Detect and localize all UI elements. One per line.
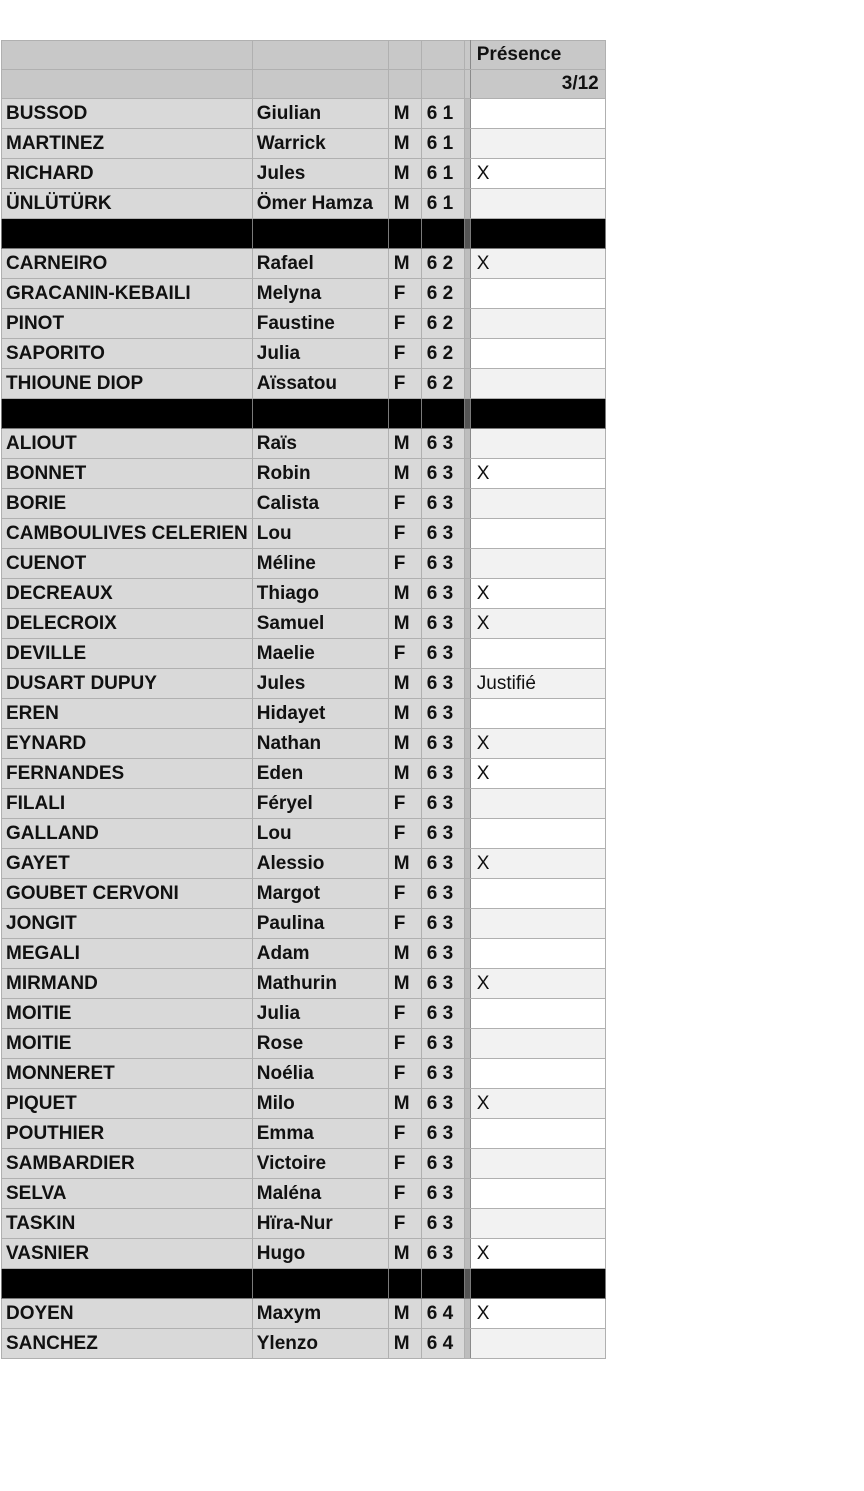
sex-cell[interactable]: F [388, 879, 421, 909]
attendance-table-body [2, 41, 606, 1359]
sex-cell[interactable]: F [388, 309, 421, 339]
last-name-cell[interactable]: MEGALI [2, 939, 253, 969]
class-group-cell[interactable]: 6 3 [421, 669, 464, 699]
class-group-cell[interactable]: 6 4 [421, 1329, 464, 1359]
last-name-cell[interactable]: SAMBARDIER [2, 1149, 253, 1179]
divider-cell [470, 219, 605, 249]
student-row [2, 1239, 606, 1269]
first-name-cell[interactable]: Noélia [252, 1059, 388, 1089]
presence-cell[interactable] [470, 1209, 605, 1239]
divider-cell [388, 219, 421, 249]
sex-cell[interactable]: M [388, 579, 421, 609]
first-name-cell[interactable]: Faustine [252, 309, 388, 339]
first-name-cell[interactable]: Ömer Hamza [252, 189, 388, 219]
divider-cell [2, 399, 253, 429]
sex-cell[interactable]: F [388, 1119, 421, 1149]
student-row [2, 609, 606, 639]
first-name-cell[interactable]: Thiago [252, 579, 388, 609]
first-name-cell[interactable]: Victoire [252, 1149, 388, 1179]
sex-cell[interactable]: M [388, 129, 421, 159]
last-name-cell[interactable]: MARTINEZ [2, 129, 253, 159]
student-row [2, 819, 606, 849]
class-group-cell[interactable]: 6 3 [421, 759, 464, 789]
presence-cell[interactable] [470, 279, 605, 309]
first-name-cell[interactable]: Samuel [252, 609, 388, 639]
class-group-cell[interactable]: 6 3 [421, 1239, 464, 1269]
first-name-cell[interactable]: Nathan [252, 729, 388, 759]
student-row [2, 549, 606, 579]
divider-cell [470, 399, 605, 429]
student-row [2, 189, 606, 219]
sex-cell[interactable]: M [388, 1089, 421, 1119]
class-group-cell[interactable]: 6 3 [421, 1059, 464, 1089]
class-group-cell[interactable]: 6 3 [421, 879, 464, 909]
presence-cell[interactable] [470, 339, 605, 369]
first-name-cell[interactable]: Julia [252, 339, 388, 369]
sex-cell[interactable]: F [388, 1059, 421, 1089]
sex-cell[interactable]: F [388, 1179, 421, 1209]
last-name-cell[interactable]: GRACANIN-KEBAILI [2, 279, 253, 309]
student-row [2, 879, 606, 909]
presence-cell[interactable]: X [470, 759, 605, 789]
divider-cell [388, 399, 421, 429]
first-name-cell[interactable]: Paulina [252, 909, 388, 939]
class-group-cell[interactable]: 6 3 [421, 1179, 464, 1209]
divider-cell [252, 1269, 388, 1299]
header-empty-cell[interactable] [252, 41, 388, 70]
student-row [2, 1209, 606, 1239]
student-row [2, 909, 606, 939]
class-group-cell[interactable]: 6 3 [421, 969, 464, 999]
last-name-cell[interactable]: MOITIE [2, 999, 253, 1029]
sex-cell[interactable]: M [388, 1239, 421, 1269]
sex-cell[interactable]: M [388, 939, 421, 969]
presence-cell[interactable]: X [470, 1299, 605, 1329]
sex-cell[interactable]: F [388, 639, 421, 669]
sex-cell[interactable]: M [388, 609, 421, 639]
last-name-cell[interactable]: FILALI [2, 789, 253, 819]
first-name-cell[interactable]: Aïssatou [252, 369, 388, 399]
presence-cell[interactable] [470, 99, 605, 129]
last-name-cell[interactable]: PIQUET [2, 1089, 253, 1119]
presence-column-title[interactable]: Présence [470, 41, 605, 70]
class-group-cell[interactable]: 6 4 [421, 1299, 464, 1329]
last-name-cell[interactable]: FERNANDES [2, 759, 253, 789]
student-row [2, 849, 606, 879]
last-name-cell[interactable]: MOITIE [2, 1029, 253, 1059]
sex-cell[interactable]: F [388, 549, 421, 579]
student-row [2, 729, 606, 759]
presence-cell[interactable] [470, 819, 605, 849]
first-name-cell[interactable]: Maelie [252, 639, 388, 669]
last-name-cell[interactable]: THIOUNE DIOP [2, 369, 253, 399]
student-row [2, 939, 606, 969]
first-name-cell[interactable]: Eden [252, 759, 388, 789]
last-name-cell[interactable]: JONGIT [2, 909, 253, 939]
sex-cell[interactable]: F [388, 489, 421, 519]
class-group-cell[interactable]: 6 3 [421, 699, 464, 729]
sex-cell[interactable]: F [388, 339, 421, 369]
sex-cell[interactable]: F [388, 999, 421, 1029]
student-row [2, 1059, 606, 1089]
class-group-cell[interactable]: 6 3 [421, 909, 464, 939]
presence-cell[interactable] [470, 639, 605, 669]
presence-cell[interactable] [470, 549, 605, 579]
presence-cell[interactable]: X [470, 159, 605, 189]
student-row [2, 339, 606, 369]
sex-cell[interactable]: M [388, 729, 421, 759]
last-name-cell[interactable]: BONNET [2, 459, 253, 489]
student-row [2, 699, 606, 729]
first-name-cell[interactable]: Milo [252, 1089, 388, 1119]
header-row-date [2, 70, 606, 99]
class-group-cell[interactable]: 6 3 [421, 729, 464, 759]
divider-cell [2, 1269, 253, 1299]
header-empty-cell[interactable] [388, 70, 421, 99]
class-group-cell[interactable]: 6 3 [421, 609, 464, 639]
presence-cell[interactable] [470, 999, 605, 1029]
presence-cell[interactable]: Justifié [470, 669, 605, 699]
sex-cell[interactable]: M [388, 249, 421, 279]
presence-cell[interactable]: X [470, 609, 605, 639]
last-name-cell[interactable]: RICHARD [2, 159, 253, 189]
first-name-cell[interactable]: Hugo [252, 1239, 388, 1269]
sex-cell[interactable]: M [388, 1299, 421, 1329]
student-row [2, 279, 606, 309]
class-group-cell[interactable]: 6 3 [421, 459, 464, 489]
presence-cell[interactable]: X [470, 579, 605, 609]
student-row [2, 459, 606, 489]
group-divider-row [2, 399, 606, 429]
last-name-cell[interactable]: BUSSOD [2, 99, 253, 129]
class-group-cell[interactable]: 6 3 [421, 999, 464, 1029]
class-group-cell[interactable]: 6 2 [421, 279, 464, 309]
header-empty-cell[interactable] [2, 70, 253, 99]
student-row [2, 579, 606, 609]
first-name-cell[interactable]: Calista [252, 489, 388, 519]
student-row [2, 759, 606, 789]
first-name-cell[interactable]: Giulian [252, 99, 388, 129]
student-row [2, 429, 606, 459]
student-row [2, 1299, 606, 1329]
first-name-cell[interactable]: Lou [252, 819, 388, 849]
sex-cell[interactable]: F [388, 909, 421, 939]
last-name-cell[interactable]: POUTHIER [2, 1119, 253, 1149]
sex-cell[interactable]: M [388, 1329, 421, 1359]
last-name-cell[interactable]: ÜNLÜTÜRK [2, 189, 253, 219]
group-divider-row [2, 1269, 606, 1299]
presence-cell[interactable]: X [470, 249, 605, 279]
header-empty-cell[interactable] [2, 41, 253, 70]
last-name-cell[interactable]: TASKIN [2, 1209, 253, 1239]
class-group-cell[interactable]: 6 1 [421, 159, 464, 189]
presence-cell[interactable] [470, 1179, 605, 1209]
last-name-cell[interactable]: DEVILLE [2, 639, 253, 669]
presence-date[interactable]: 3/12 [470, 70, 605, 99]
first-name-cell[interactable]: Jules [252, 669, 388, 699]
divider-cell [388, 1269, 421, 1299]
presence-cell[interactable] [470, 1329, 605, 1359]
last-name-cell[interactable]: EREN [2, 699, 253, 729]
presence-cell[interactable] [470, 489, 605, 519]
class-group-cell[interactable]: 6 3 [421, 429, 464, 459]
last-name-cell[interactable]: VASNIER [2, 1239, 253, 1269]
first-name-cell[interactable]: Raïs [252, 429, 388, 459]
last-name-cell[interactable]: MONNERET [2, 1059, 253, 1089]
student-row [2, 1149, 606, 1179]
last-name-cell[interactable]: GAYET [2, 849, 253, 879]
divider-cell [2, 219, 253, 249]
sex-cell[interactable]: F [388, 519, 421, 549]
student-row [2, 969, 606, 999]
first-name-cell[interactable]: Margot [252, 879, 388, 909]
sex-cell[interactable]: M [388, 189, 421, 219]
presence-cell[interactable] [470, 519, 605, 549]
last-name-cell[interactable]: DECREAUX [2, 579, 253, 609]
presence-cell[interactable] [470, 309, 605, 339]
student-row [2, 1329, 606, 1359]
class-group-cell[interactable]: 6 3 [421, 549, 464, 579]
presence-cell[interactable] [470, 939, 605, 969]
student-row [2, 1029, 606, 1059]
student-row [2, 159, 606, 189]
last-name-cell[interactable]: CUENOT [2, 549, 253, 579]
student-row [2, 369, 606, 399]
sex-cell[interactable]: M [388, 849, 421, 879]
last-name-cell[interactable]: DUSART DUPUY [2, 669, 253, 699]
sex-cell[interactable]: F [388, 819, 421, 849]
student-row [2, 999, 606, 1029]
sex-cell[interactable]: M [388, 969, 421, 999]
class-group-cell[interactable]: 6 3 [421, 1089, 464, 1119]
last-name-cell[interactable]: SELVA [2, 1179, 253, 1209]
first-name-cell[interactable]: Rafael [252, 249, 388, 279]
first-name-cell[interactable]: Mathurin [252, 969, 388, 999]
header-empty-cell[interactable] [421, 41, 464, 70]
divider-cell [421, 219, 464, 249]
presence-cell[interactable]: X [470, 849, 605, 879]
first-name-cell[interactable]: Jules [252, 159, 388, 189]
student-row [2, 639, 606, 669]
sex-cell[interactable]: F [388, 279, 421, 309]
class-group-cell[interactable]: 6 3 [421, 1029, 464, 1059]
sex-cell[interactable]: F [388, 1209, 421, 1239]
sex-cell[interactable]: M [388, 669, 421, 699]
presence-cell[interactable] [470, 1029, 605, 1059]
class-group-cell[interactable]: 6 3 [421, 1149, 464, 1179]
divider-cell [421, 399, 464, 429]
last-name-cell[interactable]: DOYEN [2, 1299, 253, 1329]
class-group-cell[interactable]: 6 2 [421, 249, 464, 279]
first-name-cell[interactable]: Féryel [252, 789, 388, 819]
presence-cell[interactable]: X [470, 1239, 605, 1269]
header-empty-cell[interactable] [388, 41, 421, 70]
last-name-cell[interactable]: CARNEIRO [2, 249, 253, 279]
first-name-cell[interactable]: Melyna [252, 279, 388, 309]
first-name-cell[interactable]: Hïra-Nur [252, 1209, 388, 1239]
divider-cell [252, 399, 388, 429]
presence-cell[interactable] [470, 369, 605, 399]
sex-cell[interactable]: M [388, 99, 421, 129]
presence-cell[interactable] [470, 1059, 605, 1089]
presence-cell[interactable]: X [470, 1089, 605, 1119]
last-name-cell[interactable]: GALLAND [2, 819, 253, 849]
student-row [2, 489, 606, 519]
presence-cell[interactable] [470, 129, 605, 159]
divider-cell [252, 219, 388, 249]
sex-cell[interactable]: F [388, 1149, 421, 1179]
presence-cell[interactable]: X [470, 459, 605, 489]
class-group-cell[interactable]: 6 2 [421, 369, 464, 399]
class-group-cell[interactable]: 6 1 [421, 129, 464, 159]
first-name-cell[interactable]: Alessio [252, 849, 388, 879]
first-name-cell[interactable]: Julia [252, 999, 388, 1029]
class-group-cell[interactable]: 6 3 [421, 939, 464, 969]
first-name-cell[interactable]: Hidayet [252, 699, 388, 729]
sex-cell[interactable]: F [388, 1029, 421, 1059]
presence-cell[interactable]: X [470, 729, 605, 759]
first-name-cell[interactable]: Warrick [252, 129, 388, 159]
group-divider-row [2, 219, 606, 249]
sex-cell[interactable]: F [388, 369, 421, 399]
class-group-cell[interactable]: 6 3 [421, 789, 464, 819]
last-name-cell[interactable]: EYNARD [2, 729, 253, 759]
attendance-table [1, 40, 606, 1359]
student-row [2, 99, 606, 129]
divider-cell [421, 1269, 464, 1299]
student-row [2, 789, 606, 819]
student-row [2, 249, 606, 279]
class-group-cell[interactable]: 6 3 [421, 1119, 464, 1149]
last-name-cell[interactable]: CAMBOULIVES CELERIEN [2, 519, 253, 549]
last-name-cell[interactable]: GOUBET CERVONI [2, 879, 253, 909]
presence-cell[interactable] [470, 189, 605, 219]
class-group-cell[interactable]: 6 1 [421, 99, 464, 129]
header-empty-cell[interactable] [421, 70, 464, 99]
class-group-cell[interactable]: 6 3 [421, 849, 464, 879]
first-name-cell[interactable]: Emma [252, 1119, 388, 1149]
presence-cell[interactable] [470, 699, 605, 729]
student-row [2, 1119, 606, 1149]
class-group-cell[interactable]: 6 3 [421, 819, 464, 849]
first-name-cell[interactable]: Méline [252, 549, 388, 579]
class-group-cell[interactable]: 6 3 [421, 519, 464, 549]
sex-cell[interactable]: M [388, 159, 421, 189]
last-name-cell[interactable]: PINOT [2, 309, 253, 339]
class-group-cell[interactable]: 6 3 [421, 579, 464, 609]
first-name-cell[interactable]: Maxym [252, 1299, 388, 1329]
student-row [2, 1179, 606, 1209]
last-name-cell[interactable]: DELECROIX [2, 609, 253, 639]
presence-cell[interactable]: X [470, 969, 605, 999]
last-name-cell[interactable]: BORIE [2, 489, 253, 519]
class-group-cell[interactable]: 6 2 [421, 309, 464, 339]
first-name-cell[interactable]: Robin [252, 459, 388, 489]
first-name-cell[interactable]: Adam [252, 939, 388, 969]
class-group-cell[interactable]: 6 1 [421, 189, 464, 219]
last-name-cell[interactable]: MIRMAND [2, 969, 253, 999]
presence-cell[interactable] [470, 429, 605, 459]
last-name-cell[interactable]: SANCHEZ [2, 1329, 253, 1359]
header-row-title [2, 41, 606, 70]
class-group-cell[interactable]: 6 3 [421, 1209, 464, 1239]
presence-cell[interactable] [470, 789, 605, 819]
presence-cell[interactable] [470, 879, 605, 909]
student-row [2, 519, 606, 549]
last-name-cell[interactable]: ALIOUT [2, 429, 253, 459]
student-row [2, 129, 606, 159]
divider-cell [470, 1269, 605, 1299]
sex-cell[interactable]: M [388, 699, 421, 729]
presence-cell[interactable] [470, 1119, 605, 1149]
first-name-cell[interactable]: Rose [252, 1029, 388, 1059]
first-name-cell[interactable]: Lou [252, 519, 388, 549]
student-row [2, 669, 606, 699]
sex-cell[interactable]: M [388, 759, 421, 789]
presence-cell[interactable] [470, 1149, 605, 1179]
sex-cell[interactable]: M [388, 429, 421, 459]
presence-cell[interactable] [470, 909, 605, 939]
sex-cell[interactable]: M [388, 459, 421, 489]
class-group-cell[interactable]: 6 3 [421, 489, 464, 519]
first-name-cell[interactable]: Maléna [252, 1179, 388, 1209]
sex-cell[interactable]: F [388, 789, 421, 819]
student-row [2, 1089, 606, 1119]
student-row [2, 309, 606, 339]
first-name-cell[interactable]: Ylenzo [252, 1329, 388, 1359]
header-empty-cell[interactable] [252, 70, 388, 99]
last-name-cell[interactable]: SAPORITO [2, 339, 253, 369]
class-group-cell[interactable]: 6 3 [421, 639, 464, 669]
class-group-cell[interactable]: 6 2 [421, 339, 464, 369]
